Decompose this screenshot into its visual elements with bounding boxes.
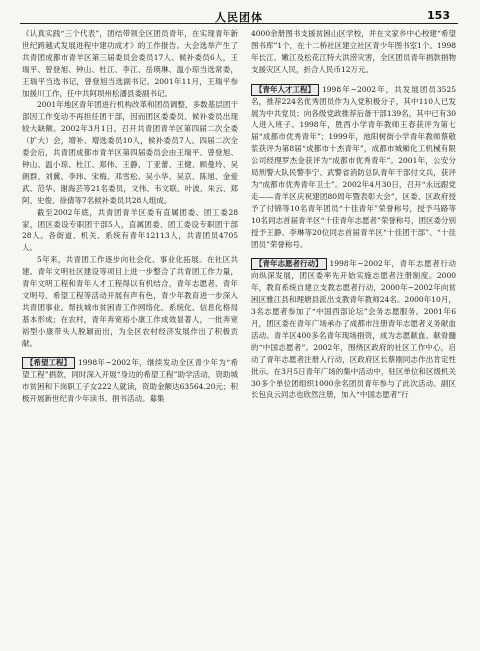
section-paragraph	[22, 357, 238, 405]
section-body: 1998年~2002年，共发展团员3525名，推荐224名优秀团员作为入党积极分子，其中110人已发展为中共党员；向各级党政推荐后备干部139名，其中已有30人进入班子。1998年，胜西小学青年教师王春获评为第七届“成都市优秀青年”；1999年，池阳树街小学青年教师蔡敬浆获评为第8届“成都市十杰青年”，成都市城厢化工机械有限公司经理罗杰金获评为“成都市优秀青年”。2001年，公安分局刑警大队民警李宁、武警省消防总队青年干部付文兵，获评为“成都市优秀青年卫士”。2002年4月30日，召开“永远跟党走——青羊区庆祝建团80周年暨表彰大会”，区委、区政府授予了付锦等10名青年团员“十佳青年”荣誉称号，授予马路等10名同志首届青羊区“十佳青年志愿者”荣誉称号，团区委分别授予王静、李琳等20位同志首届青羊区“十佳团干部”、“十佳团员”荣誉称号。	[251, 84, 456, 249]
header-rule	[20, 23, 458, 24]
section-body: 1998年~2002年，继续发动全区青少年为“希望工程”捐款，同时深入开展“身边的希望工程”助学活动，资助城市贫困和下岗职工子女222人就读，资助金额达63564.20元；积极开展新世纪青少年读书、捐书活动。募集	[22, 358, 238, 404]
page-header	[20, 0, 458, 24]
section-heading: 【希望工程】	[22, 357, 75, 369]
section-body: 1998年~2002年，青年志愿者行动向纵深发展，团区委率先开始实施志愿者注册制度。2000年，教育系统自建立支教志愿者行动，2000年~2002年向贫困区雅江县和理塘县派出支教青年教师24名。2000年10月，3名志愿者参加了“中国西部论坛”会务志愿服务。2001年6月，团区委在青年广场承办了成都市注册青年志愿者义务献血活动。青羊区400多名青年现场捐资，成为志愿献血、献骨髓的“中国志愿者”。2002年，围绕区政府的社区工作中心，启动了青年志愿者注册入行动，区政府区长蔡刚同志作出肯定性批示。在3月5日青年广场的集中活动中，驻区单位和区级机关30多个单位团组织1000余名团员青年参与了此次活动。副区长包良云同志也欣然注册，加入“中国志愿者”行	[251, 259, 456, 400]
left-column	[22, 28, 238, 647]
section-paragraph	[251, 258, 456, 401]
section-hope-project	[22, 357, 238, 405]
page-number: 153	[427, 9, 450, 22]
paragraph: 《认真实践“三个代表”，团结带领全区团员青年，在实现青年新世纪跨越式发展进程中建功成才》的工作报告。大会选举产生了共青团成都市青羊区第三届委员会委员17人、候补委员6人，王瑞平、曾登旭、钟山、杜江、李江、岳瑛琳、温小琼当选常委，王瑞平当选书记，曾登旭当选副书记。2001年11月，王瑞平参加援川工作，任中共阿坝州松潘县委副书记。	[22, 29, 238, 98]
paragraph: 截至2002年底，共青团青羊区委有直属团委、团工委28家，团区委设专职团干部5人，直属团委、团工委设专职团干部28人。各街道、机关、系统有青年12113人，共青团员4705人。	[22, 207, 238, 253]
section-youth-talent	[251, 84, 456, 251]
section-volunteer-action	[251, 258, 456, 401]
right-column	[251, 28, 456, 647]
section-paragraph	[251, 84, 456, 251]
paragraph: 5年来，共青团工作逐步向社会化、事业化拓展。在社区共建、青年文明社区建设等项目上进一步整合了共青团工作力量，青年文明工程和青年人才工程得以有机结合，青年志愿者、青年文明号、希望工程等活动开展有声有色，青少年教育进一步深入共青团事业。帮扶城市贫困青工作网络化、系统化、信息化格局基本形成；在农村，青年奔宽裕小康工作成效显著人，一批奔宽裕型小康带头人脱颖而出，为全区农村经济发展作出了积极贡献。	[22, 255, 238, 348]
running-title: 人民团体	[215, 11, 263, 24]
paragraph: 4000余册图书支援贫困山区学校，并在文家乡中心校建“希望图书库”1个，在十二桥社区建立社区青少年图书室1个。1998年长江、嫩江及松花江特大洪涝灾害，全区团员青年捐款捐物支援灾区人民，折合人民币12万元。	[251, 29, 456, 74]
section-heading: 【青年人才工程】	[251, 84, 319, 96]
paragraph: 2001年地区青年团进行机构改革和团员调整，多数基层团干部因工作变动不再担任团干部，因而团区委委员、候补委员出现较大缺额。2002年3月1日，召开共青团青羊区第四届二次全委（扩大）会，增补、增选委员10人，候补委员7人。四届二次全委会后，共青团成都市青羊区第四届委员会由王瑞平、曾登旭、钟山、温小琼、杜江、郑伟、王静、丁亚蕾、王健、顾曼玲、吴朗群、刘冀、李玮、宋梅、邓雪松、吴小华、吴京、陈旭、金爱武、范华、谢海芸等21名委员，文伟、韦文联、叶波、朱云、郑阿、史俊、徐倩等7名候补委员共28人组成。	[22, 100, 238, 205]
section-heading: 【青年志愿者行动】	[251, 258, 327, 270]
